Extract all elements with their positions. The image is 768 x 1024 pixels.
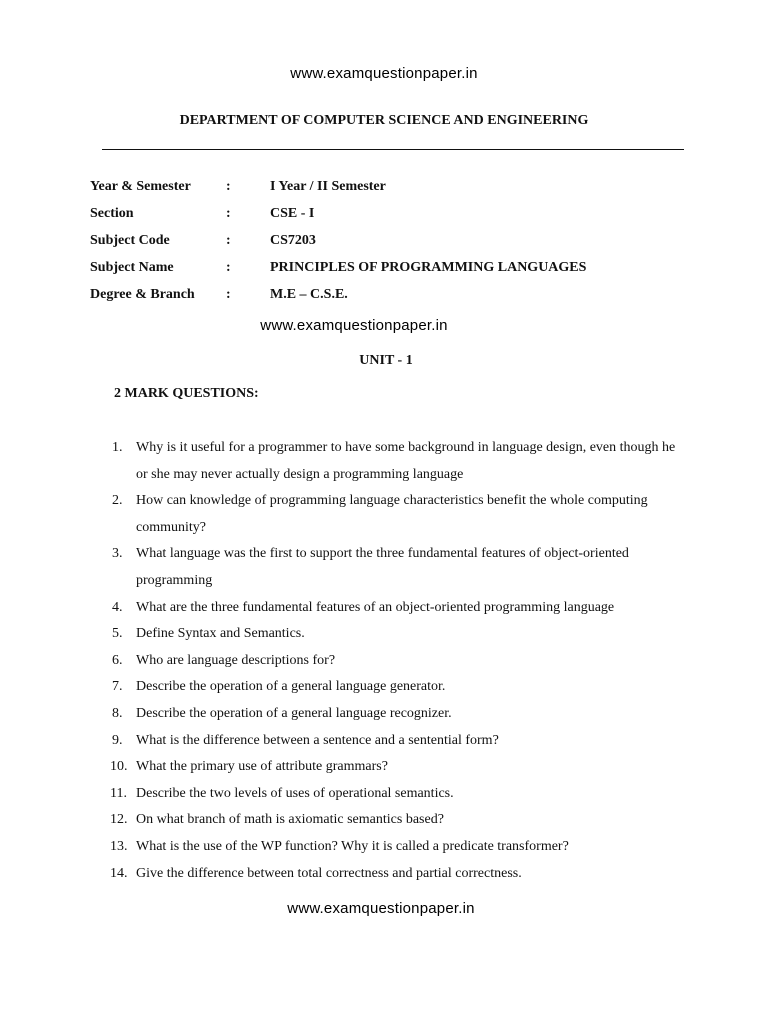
question-number: 3. (112, 546, 123, 562)
question-number: 7. (112, 679, 123, 695)
question-number: 12. (110, 812, 128, 828)
watermark-top: www.examquestionpaper.in (290, 65, 478, 82)
question-text: What language was the first to support the three fundamental features of object-oriented programming (136, 546, 629, 588)
department-title: DEPARTMENT OF COMPUTER SCIENCE AND ENGINEERING (179, 113, 589, 128)
question-text: Why is it useful for a programmer to have some background in language design, even though he or she may never actually design a programming language (136, 440, 676, 482)
info-label: Subject Name (90, 260, 174, 275)
question-item (110, 728, 690, 755)
info-label: Year & Semester (90, 179, 191, 194)
question-number: 13. (110, 838, 128, 854)
info-value: M.E – C.S.E. (270, 287, 348, 302)
question-number: 8. (112, 705, 123, 721)
question-text: Describe the operation of a general language recognizer. (136, 705, 452, 721)
question-text: On what branch of math is axiomatic semantics based? (136, 812, 444, 828)
watermark-middle: www.examquestionpaper.in (260, 317, 448, 334)
question-list (110, 435, 690, 887)
question-text: Who are language descriptions for? (136, 652, 336, 668)
header-divider (102, 149, 684, 150)
question-item (110, 488, 690, 541)
question-text: What is the use of the WP function? Why it is called a predicate transformer? (136, 838, 569, 854)
question-item (110, 621, 690, 648)
question-text: Describe the two levels of uses of operational semantics. (136, 785, 454, 801)
question-number: 11. (110, 785, 127, 801)
question-number: 1. (112, 440, 123, 455)
watermark-bottom: www.examquestionpaper.in (287, 900, 475, 917)
info-value: CSE - I (270, 206, 315, 221)
question-item (110, 754, 690, 781)
question-text: What the primary use of attribute grammars? (136, 759, 388, 775)
question-item (110, 541, 690, 594)
question-text: How can knowledge of programming language characteristics benefit the whole computing community? (136, 493, 648, 535)
question-text: Describe the operation of a general language generator. (136, 679, 446, 695)
question-text: What is the difference between a sentence and a sentential form? (136, 732, 499, 748)
info-colon: : (226, 287, 231, 302)
question-text: Define Syntax and Semantics. (136, 626, 305, 642)
question-item (110, 834, 690, 861)
info-colon: : (226, 233, 231, 248)
question-item (110, 781, 690, 808)
info-label: Section (90, 206, 134, 221)
info-colon: : (226, 260, 231, 275)
info-colon: : (226, 179, 231, 194)
question-number: 14. (110, 865, 128, 881)
question-item (110, 595, 690, 622)
info-value: CS7203 (270, 233, 316, 248)
info-label: Subject Code (90, 233, 170, 248)
question-number: 9. (112, 732, 123, 748)
question-text: Give the difference between total correctness and partial correctness. (136, 865, 522, 881)
question-number: 4. (112, 599, 123, 615)
question-number: 2. (112, 493, 123, 509)
question-item (110, 861, 690, 888)
unit-heading: UNIT - 1 (359, 353, 413, 368)
info-value: I Year / II Semester (270, 179, 386, 194)
question-item (110, 435, 690, 488)
info-colon: : (226, 206, 231, 221)
question-number: 6. (112, 652, 123, 668)
question-text: What are the three fundamental features of an object-oriented programming language (136, 599, 615, 615)
question-item (110, 674, 690, 701)
question-number: 10. (110, 759, 128, 775)
info-value: PRINCIPLES OF PROGRAMMING LANGUAGES (270, 260, 587, 275)
question-item (110, 701, 690, 728)
question-item (110, 648, 690, 675)
info-label: Degree & Branch (90, 287, 195, 302)
section-heading: 2 MARK QUESTIONS: (114, 386, 259, 401)
question-item (110, 807, 690, 834)
question-number: 5. (112, 626, 123, 642)
